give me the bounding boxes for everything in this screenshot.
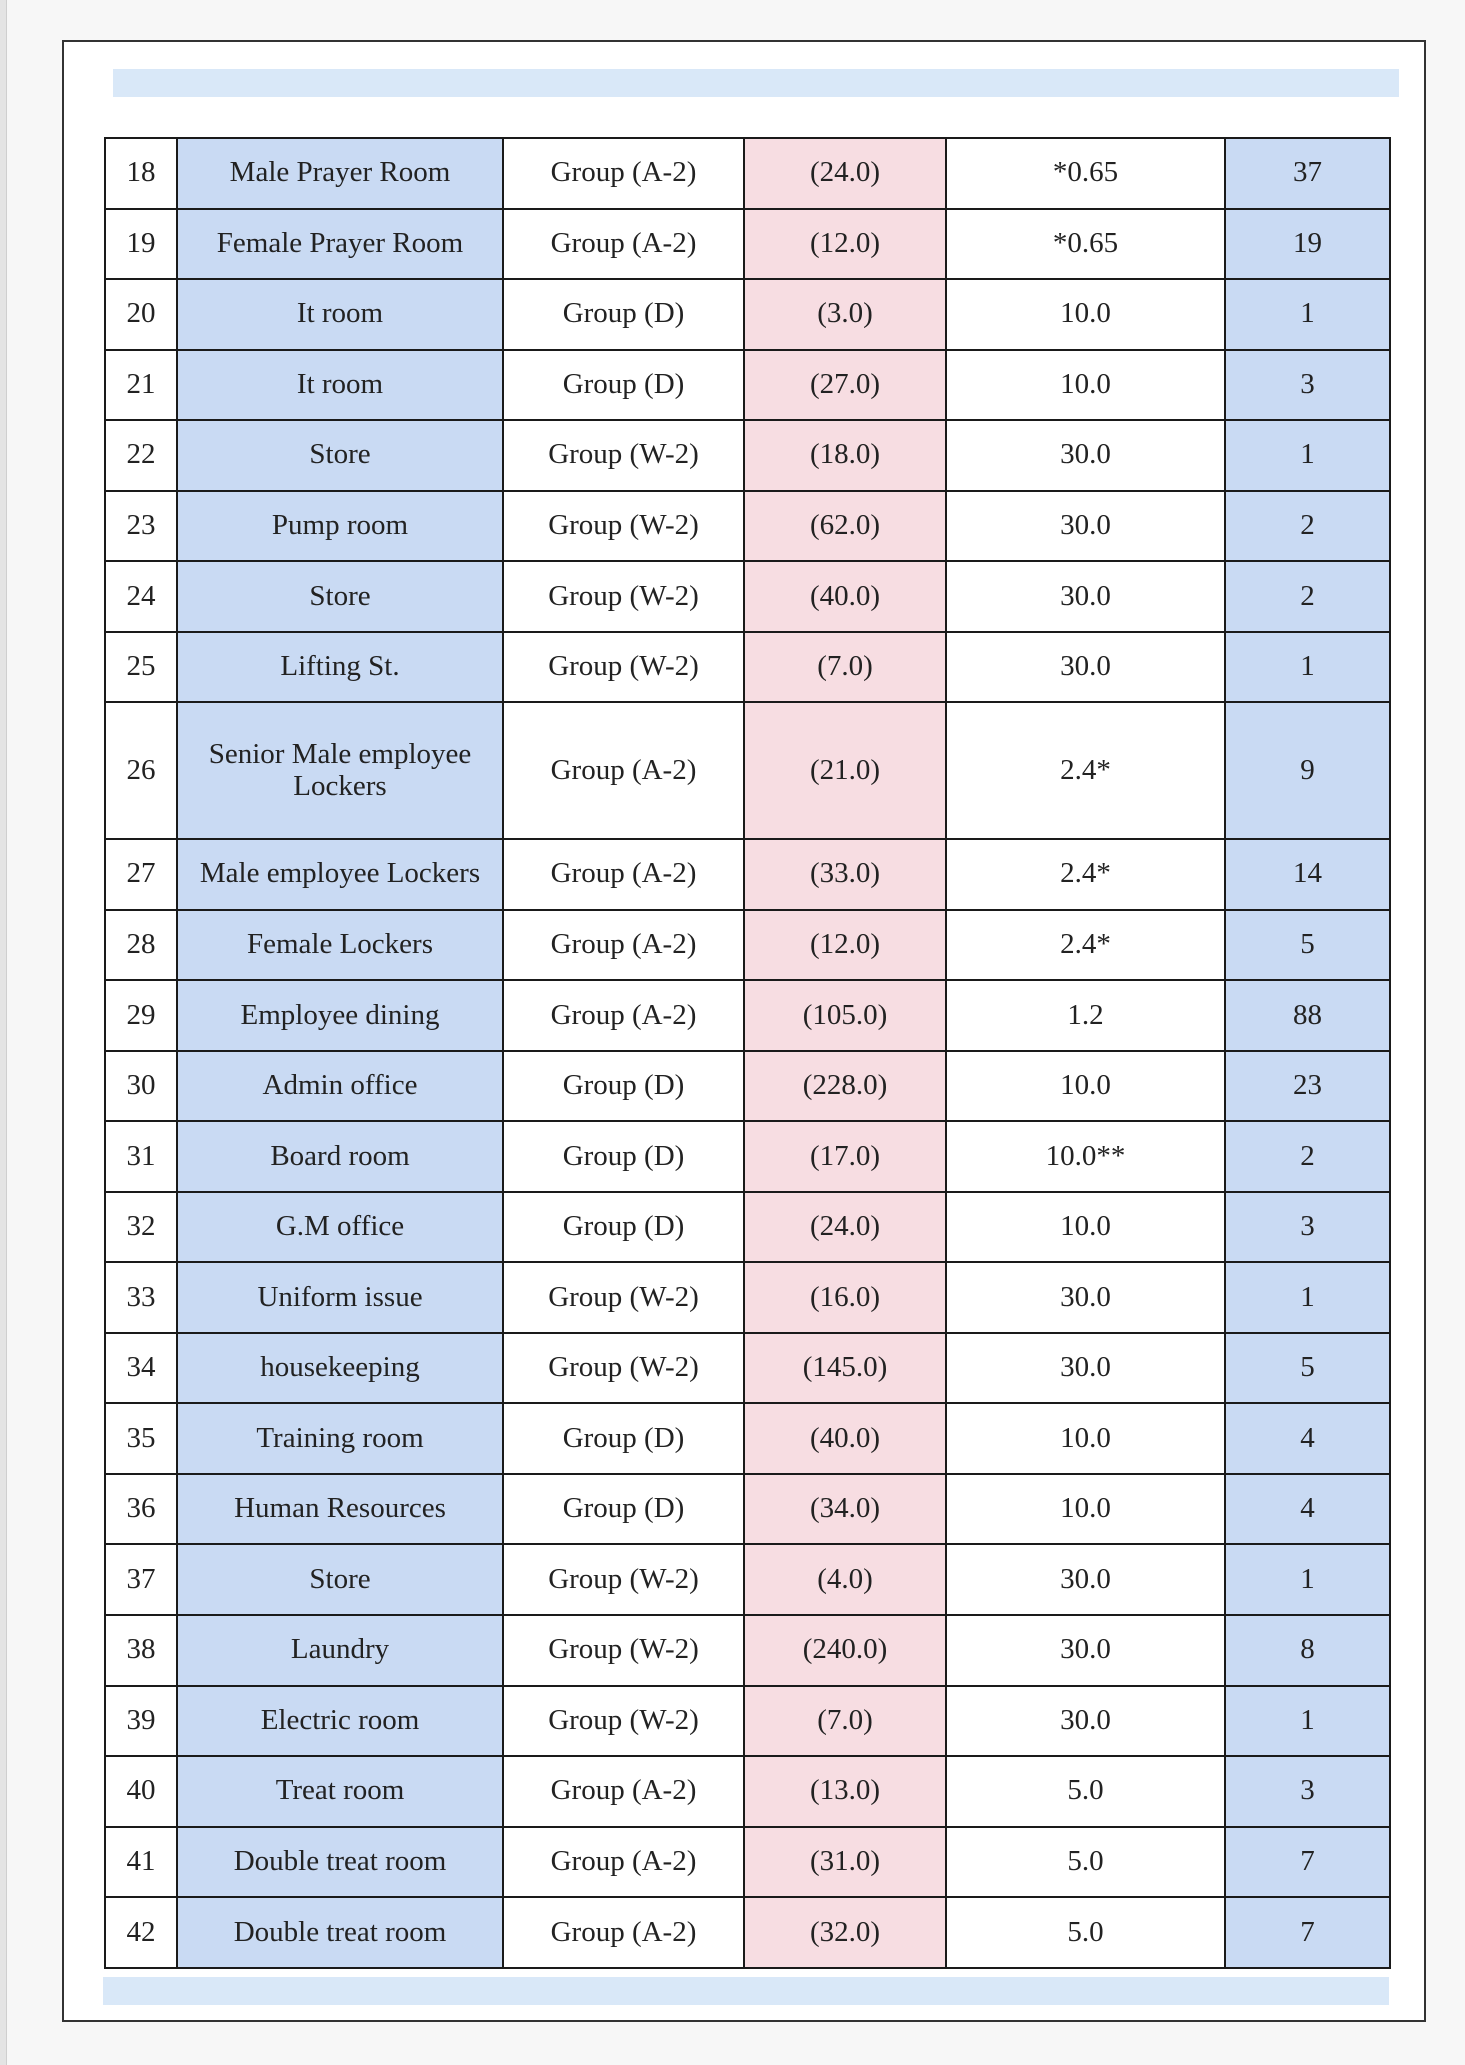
load-factor-cell: 30.0 [946,1333,1225,1404]
occupants-cell: 37 [1225,138,1390,209]
occupants-cell: 1 [1225,632,1390,703]
row-number-cell: 34 [105,1333,177,1404]
occupants-cell: 7 [1225,1827,1390,1898]
area-cell: (32.0) [744,1897,946,1968]
load-factor-cell: 10.0 [946,1474,1225,1545]
area-cell: (31.0) [744,1827,946,1898]
space-name-cell: Board room [177,1121,503,1192]
table-row [105,1827,1390,1898]
row-number-cell: 37 [105,1544,177,1615]
row-number-cell: 35 [105,1403,177,1474]
area-cell: (7.0) [744,1686,946,1757]
row-number-cell: 39 [105,1686,177,1757]
occupants-cell: 5 [1225,910,1390,981]
load-factor-cell: *0.65 [946,209,1225,280]
occupants-cell: 4 [1225,1474,1390,1545]
occupancy-group-cell: Group (A-2) [503,910,744,981]
occupancy-group-cell: Group (A-2) [503,138,744,209]
area-cell: (24.0) [744,1192,946,1263]
space-name-cell: Admin office [177,1051,503,1122]
table-row [105,1192,1390,1263]
occupants-cell: 3 [1225,1192,1390,1263]
occupancy-group-cell: Group (W-2) [503,1686,744,1757]
row-number-cell: 19 [105,209,177,280]
load-factor-cell: 10.0 [946,1192,1225,1263]
load-factor-cell: 5.0 [946,1897,1225,1968]
occupants-cell: 3 [1225,350,1390,421]
area-cell: (17.0) [744,1121,946,1192]
row-number-cell: 22 [105,420,177,491]
load-factor-cell: 30.0 [946,1544,1225,1615]
row-number-cell: 24 [105,561,177,632]
occupants-cell: 1 [1225,1686,1390,1757]
table-row [105,1615,1390,1686]
space-name-cell: Female Lockers [177,910,503,981]
space-name-cell: Lifting St. [177,632,503,703]
row-number-cell: 18 [105,138,177,209]
load-factor-cell: 10.0 [946,1051,1225,1122]
space-name-cell: Treat room [177,1756,503,1827]
occupancy-group-cell: Group (W-2) [503,420,744,491]
table-row [105,1262,1390,1333]
row-number-cell: 25 [105,632,177,703]
table-row [105,632,1390,703]
occupancy-group-cell: Group (D) [503,1474,744,1545]
table-row [105,1121,1390,1192]
area-cell: (3.0) [744,279,946,350]
row-number-cell: 29 [105,980,177,1051]
table-row [105,279,1390,350]
occupants-cell: 8 [1225,1615,1390,1686]
row-number-cell: 40 [105,1756,177,1827]
occupancy-group-cell: Group (A-2) [503,209,744,280]
occupancy-group-cell: Group (W-2) [503,1544,744,1615]
occupants-cell: 1 [1225,1544,1390,1615]
area-cell: (27.0) [744,350,946,421]
load-factor-cell: 10.0** [946,1121,1225,1192]
space-name-cell: Senior Male employee Lockers [177,702,503,839]
load-factor-cell: *0.65 [946,138,1225,209]
area-cell: (4.0) [744,1544,946,1615]
row-number-cell: 33 [105,1262,177,1333]
table-row [105,839,1390,910]
space-name-cell: It room [177,350,503,421]
row-number-cell: 23 [105,491,177,562]
occupancy-group-cell: Group (D) [503,1051,744,1122]
occupancy-group-cell: Group (A-2) [503,1756,744,1827]
area-cell: (12.0) [744,910,946,981]
table-row [105,1333,1390,1404]
row-number-cell: 20 [105,279,177,350]
occupants-cell: 88 [1225,980,1390,1051]
load-factor-cell: 10.0 [946,1403,1225,1474]
space-name-cell: Store [177,420,503,491]
occupants-cell: 23 [1225,1051,1390,1122]
occupants-cell: 4 [1225,1403,1390,1474]
area-cell: (62.0) [744,491,946,562]
table-row [105,702,1390,839]
space-name-cell: Double treat room [177,1827,503,1898]
table-row [105,910,1390,981]
table-row [105,1051,1390,1122]
area-cell: (18.0) [744,420,946,491]
area-cell: (7.0) [744,632,946,703]
area-cell: (240.0) [744,1615,946,1686]
load-factor-cell: 30.0 [946,1262,1225,1333]
row-number-cell: 41 [105,1827,177,1898]
load-factor-cell: 2.4* [946,910,1225,981]
table-row [105,561,1390,632]
load-factor-cell: 2.4* [946,702,1225,839]
load-factor-cell: 30.0 [946,1615,1225,1686]
row-number-cell: 30 [105,1051,177,1122]
space-name-cell: housekeeping [177,1333,503,1404]
area-cell: (145.0) [744,1333,946,1404]
occupancy-group-cell: Group (A-2) [503,702,744,839]
table-row [105,138,1390,209]
row-number-cell: 42 [105,1897,177,1968]
load-factor-cell: 30.0 [946,632,1225,703]
occupancy-group-cell: Group (A-2) [503,1827,744,1898]
load-factor-cell: 10.0 [946,279,1225,350]
row-number-cell: 31 [105,1121,177,1192]
occupancy-group-cell: Group (W-2) [503,1262,744,1333]
space-name-cell: Double treat room [177,1897,503,1968]
area-cell: (13.0) [744,1756,946,1827]
table-row [105,980,1390,1051]
area-cell: (16.0) [744,1262,946,1333]
load-factor-cell: 30.0 [946,561,1225,632]
area-cell: (228.0) [744,1051,946,1122]
occupancy-group-cell: Group (A-2) [503,839,744,910]
table-row [105,1544,1390,1615]
occupancy-group-cell: Group (W-2) [503,1333,744,1404]
area-cell: (34.0) [744,1474,946,1545]
occupants-cell: 3 [1225,1756,1390,1827]
load-factor-cell: 10.0 [946,350,1225,421]
occupants-cell: 2 [1225,561,1390,632]
table-row [105,350,1390,421]
table-row [105,209,1390,280]
space-name-cell: Male Prayer Room [177,138,503,209]
table-row [105,491,1390,562]
area-cell: (33.0) [744,839,946,910]
table-body [105,138,1390,1968]
occupancy-group-cell: Group (A-2) [503,980,744,1051]
occupants-cell: 9 [1225,702,1390,839]
space-name-cell: Electric room [177,1686,503,1757]
row-number-cell: 26 [105,702,177,839]
space-name-cell: Uniform issue [177,1262,503,1333]
occupants-cell: 2 [1225,491,1390,562]
occupancy-group-cell: Group (D) [503,1403,744,1474]
row-number-cell: 28 [105,910,177,981]
occupants-cell: 1 [1225,279,1390,350]
row-number-cell: 27 [105,839,177,910]
viewer-left-edge [0,0,7,2065]
table-row [105,1686,1390,1757]
area-cell: (24.0) [744,138,946,209]
load-factor-cell: 5.0 [946,1756,1225,1827]
table-row [105,1403,1390,1474]
occupancy-group-cell: Group (W-2) [503,632,744,703]
occupancy-group-cell: Group (A-2) [503,1897,744,1968]
table-row [105,1474,1390,1545]
occupants-cell: 14 [1225,839,1390,910]
row-number-cell: 32 [105,1192,177,1263]
load-factor-cell: 30.0 [946,420,1225,491]
table-row [105,1897,1390,1968]
space-name-cell: Store [177,1544,503,1615]
occupants-cell: 2 [1225,1121,1390,1192]
row-number-cell: 38 [105,1615,177,1686]
table-row [105,1756,1390,1827]
occupants-cell: 19 [1225,209,1390,280]
document-page [62,40,1426,2022]
load-factor-cell: 2.4* [946,839,1225,910]
occupancy-group-cell: Group (D) [503,1121,744,1192]
space-name-cell: Store [177,561,503,632]
space-name-cell: Pump room [177,491,503,562]
space-name-cell: Female Prayer Room [177,209,503,280]
space-name-cell: It room [177,279,503,350]
space-name-cell: Human Resources [177,1474,503,1545]
space-name-cell: Laundry [177,1615,503,1686]
area-cell: (40.0) [744,561,946,632]
area-cell: (12.0) [744,209,946,280]
row-number-cell: 21 [105,350,177,421]
occupants-cell: 5 [1225,1333,1390,1404]
row-number-cell: 36 [105,1474,177,1545]
table-row [105,420,1390,491]
occupancy-group-cell: Group (W-2) [503,491,744,562]
area-cell: (105.0) [744,980,946,1051]
space-name-cell: G.M office [177,1192,503,1263]
space-name-cell: Training room [177,1403,503,1474]
space-name-cell: Male employee Lockers [177,839,503,910]
area-cell: (40.0) [744,1403,946,1474]
space-name-cell: Employee dining [177,980,503,1051]
load-factor-cell: 1.2 [946,980,1225,1051]
load-factor-cell: 5.0 [946,1827,1225,1898]
load-factor-cell: 30.0 [946,491,1225,562]
occupants-cell: 1 [1225,420,1390,491]
occupancy-group-cell: Group (W-2) [503,1615,744,1686]
occupancy-group-cell: Group (W-2) [503,561,744,632]
header-band [113,69,1399,97]
occupants-cell: 7 [1225,1897,1390,1968]
area-cell: (21.0) [744,702,946,839]
occupancy-group-cell: Group (D) [503,279,744,350]
footer-band [103,1977,1389,2005]
load-factor-cell: 30.0 [946,1686,1225,1757]
occupants-cell: 1 [1225,1262,1390,1333]
occupancy-group-cell: Group (D) [503,350,744,421]
occupant-load-table [104,137,1391,1969]
occupancy-group-cell: Group (D) [503,1192,744,1263]
